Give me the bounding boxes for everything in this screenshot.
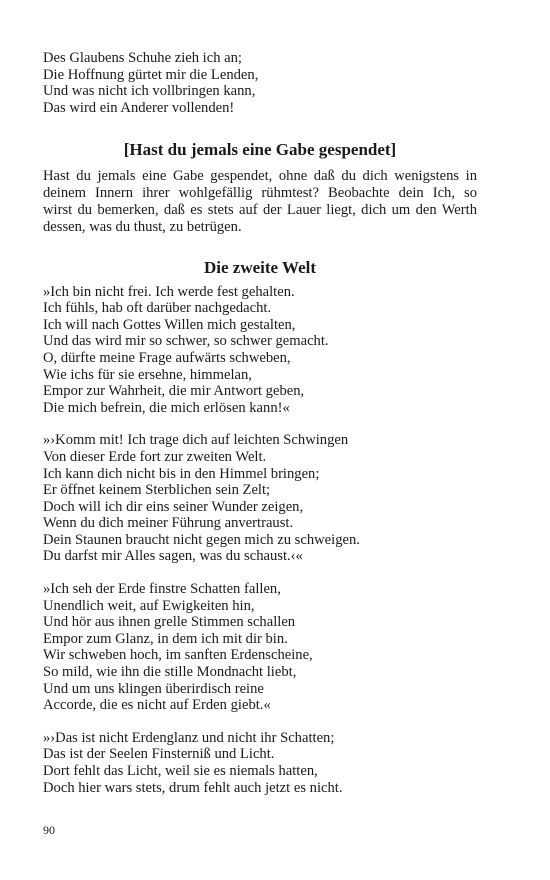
section-heading-zweite-welt: Die zweite Welt	[203, 257, 317, 277]
verse-line: Empor zum Glanz, in dem ich mit dir bin.	[43, 630, 288, 647]
verse-line: Ich will nach Gottes Willen mich gestalten,	[43, 316, 296, 333]
prose-line: dessen, was du thust, zu betrügen.	[43, 218, 242, 235]
verse-line: Wenn du dich meiner Führung anvertraust.	[43, 515, 294, 532]
verse-line: Dein Staunen braucht nicht gegen mich zu schweigen.	[43, 531, 360, 548]
verse-line: Und das wird mir so schwer, so schwer gemacht.	[43, 333, 329, 350]
poem-stanza-2	[43, 432, 477, 565]
verse-line: Und was nicht ich vollbringen kann,	[43, 83, 256, 100]
verse-line: Du darfst mir Alles sagen, was du schaust.‹«	[43, 548, 303, 565]
verse-line: Von dieser Erde fort zur zweiten Welt.	[43, 448, 267, 465]
section-heading-gabe: [Hast du jemals eine Gabe gespendet]	[123, 140, 397, 160]
poem-stanza-4	[43, 730, 477, 796]
verse-line: Wie ichs für sie ersehne, himmelan,	[43, 366, 252, 383]
verse-line: »›Komm mit! Ich trage dich auf leichten Schwingen	[43, 432, 349, 449]
verse-line: Er öffnet keinem Sterblichen sein Zelt;	[43, 482, 271, 499]
verse-line: Das ist der Seelen Finsterniß und Licht.	[43, 746, 275, 763]
verse-line: Ich fühls, hab oft darüber nachgedacht.	[43, 300, 272, 317]
verse-line: »Ich bin nicht frei. Ich werde fest gehalten.	[43, 283, 295, 300]
verse-line: Accorde, die es nicht auf Erden giebt.«	[43, 697, 271, 714]
poem-stanza-1	[43, 284, 477, 417]
page-content	[43, 50, 477, 796]
verse-line: Wir schweben hoch, im sanften Erdenscheine,	[43, 647, 313, 664]
verse-line: »›Das ist nicht Erdenglanz und nicht ihr Schatten;	[43, 729, 335, 746]
verse-line: Die mich befrein, die mich erlösen kann!«	[43, 399, 290, 416]
verse-line: Das wird ein Anderer vollenden!	[43, 99, 235, 116]
verse-line: Die Hoffnung gürtet mir die Lenden,	[43, 66, 259, 83]
verse-line: O, dürfte meine Frage aufwärts schweben,	[43, 349, 291, 366]
prose-line: deinem Innern ihrer wohlgefällig rühmtest? Beobachte dein Ich, so	[43, 185, 477, 202]
poem-stanza-3	[43, 581, 477, 714]
verse-line: »Ich seh der Erde finstre Schatten fallen,	[43, 581, 281, 598]
verse-line: Dort fehlt das Licht, weil sie es niemals hatten,	[43, 763, 318, 779]
verse-line: Und hör aus ihnen grelle Stimmen schallen	[43, 614, 296, 631]
verse-line: Doch hier wars stets, drum fehlt auch jetzt es nicht.	[43, 779, 343, 796]
verse-line: Doch will ich dir eins seiner Wunder zeigen,	[43, 498, 304, 515]
verse-line: Empor zur Wahrheit, die mir Antwort geben,	[43, 383, 305, 400]
prose-line: Hast du jemals eine Gabe gespendet, ohne daß du dich wenigstens in	[43, 168, 477, 185]
page-number: 90	[43, 823, 55, 837]
opening-stanza	[43, 50, 477, 116]
verse-line: Unendlich weit, auf Ewigkeiten hin,	[43, 597, 255, 614]
verse-line: Ich kann dich nicht bis in den Himmel bringen;	[43, 465, 320, 482]
verse-line: Und um uns klingen überirdisch reine	[43, 680, 264, 697]
prose-paragraph	[43, 168, 477, 235]
verse-line: So mild, wie ihn die stille Mondnacht liebt,	[43, 664, 297, 681]
verse-line: Des Glaubens Schuhe zieh ich an;	[43, 50, 242, 66]
prose-line: wirst du bemerken, daß es stets auf der Lauer liegt, dich um den Werth	[43, 201, 477, 218]
